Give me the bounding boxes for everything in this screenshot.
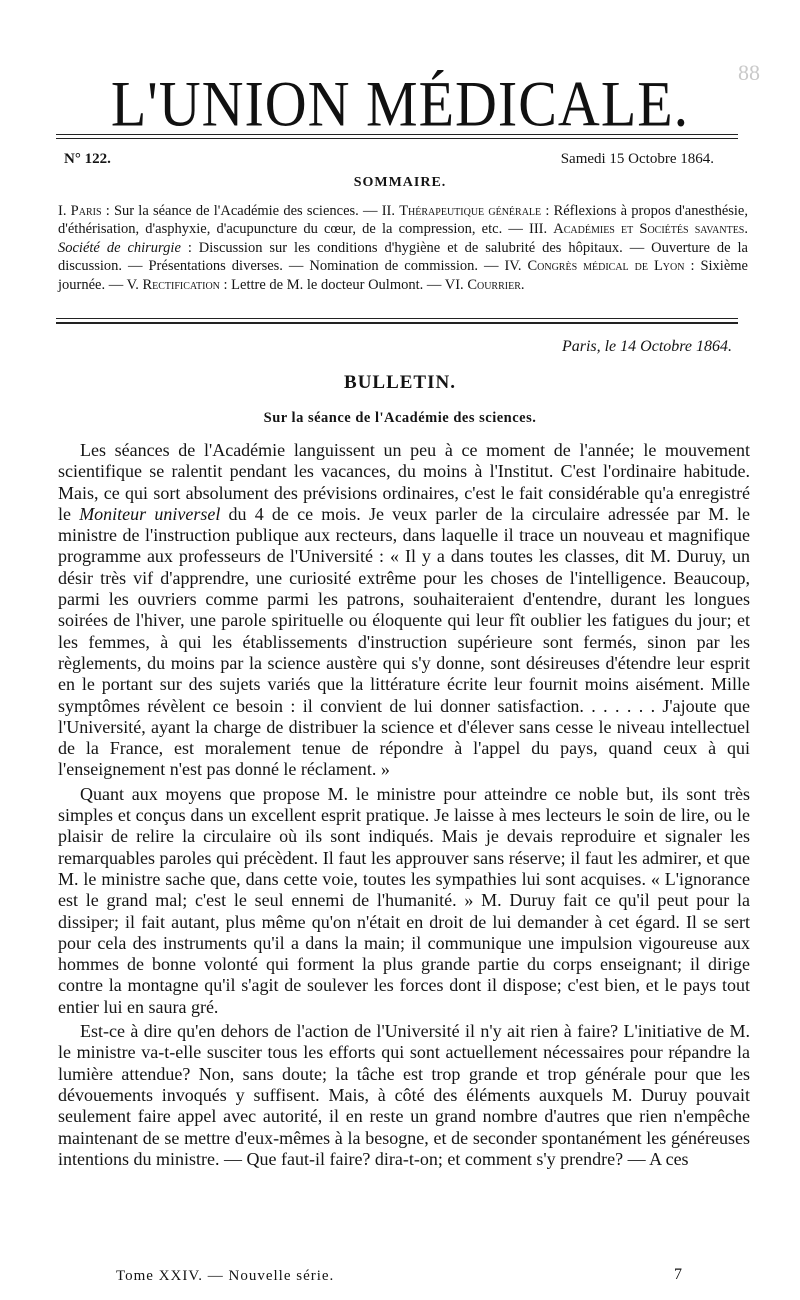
masthead-title: L'UNION MÉDICALE.	[110, 67, 690, 140]
page-number: 7	[674, 1266, 682, 1283]
sommaire-item: VI. Courrier.	[444, 276, 525, 293]
issue-date: Samedi 15 Octobre 1864.	[560, 151, 714, 167]
paragraph: Les séances de l'Académie languissent un peu à ce moment de l'année; le mouvement scientifique se ralentit pendant les vacances, du moins à l'Institut. C'est l'ordinaire habitude. Mais, ce qui sort absolument des prévisions ordinaires, c'est le fait considérable qu'a enregistré le Moniteur universel du 4 de ce mois. Je veux parler de la circulaire adressée par M. le ministre de l'instruction publique aux recteurs, dans laquelle il trace un nouveau et magnifique programme aux professeurs de l'Université : « Il y a dans toutes les classes, dit M. Duruy, un désir très vif d'apprendre, une curiosité extrême pour les choses de l'intelligence. Beaucoup, parmi les ouvriers comme parmi les patrons, souhaiteraient d'entendre, durant les longues soirées de l'hiver, une parole spirituelle ou éloquente qui leur fît oublier les fatigues du jour; et les femmes, à qui les établissements d'instruction supérieure sont fermés, sinon par les règlements, du moins par la science austère qui s'y donne, sont désireuses d'étendre leur esprit en le portant sur des sujets variés que la littérature écrite leur fournit moins aisément. Mille symptômes révèlent ce besoin : il convient de lui donner satisfaction. . . . . . . J'ajoute que l'Université, ayant la charge de distribuer la science et d'élever sans cesse le niveau intellectuel de la France, est moralement tenue de répondre à l'appel du pays, quand ceux à qui l'enseignement n'est pas donné le réclament. »	[58, 440, 750, 780]
volume-footer: Tome XXIV. — Nouvelle série.	[116, 1268, 335, 1284]
sommaire-section: Courrier	[467, 276, 521, 293]
sommaire-section: Rectification	[142, 276, 220, 293]
sommaire-contents	[58, 202, 748, 294]
paragraph: Quant aux moyens que propose M. le ministre pour atteindre ce noble but, ils sont très simples et conçus dans un excellent esprit pratique. Je laisse à mes lecteurs le soin de lire, ou le plaisir de relire la circulaire où ils sont indiqués. Mais je devais reproduire et signaler les remarquables paroles qui précèdent. Il faut les approuver sans réserve; il faut les admirer, et que M. le ministre sache que, dans cette voie, toutes les sympathies lui sont acquises. « L'ignorance est le grand mal; c'est le seul ennemi de l'humanité. » M. Duruy fait ce qu'il peut pour la dissiper; il fait autant, plus même qu'on n'était en droit de lui demander à cet égard. Il se sert pour cela des instruments qu'il a dans la main; il communique une impulsion vigoureuse aux hommes de bonne volonté qui forment la plus grande partie du corps enseignant; il dirige contre la montagne qu'il s'agit de soulever les forces dont il dispose; c'est bien, et le pays tout entier lui en saura gré.	[58, 783, 750, 1017]
bulletin-heading: BULLETIN.	[344, 372, 456, 393]
article-subheading: Sur la séance de l'Académie des sciences.	[263, 410, 537, 426]
sommaire-title: SOMMAIRE.	[353, 175, 447, 190]
masthead-rule	[56, 134, 738, 135]
sommaire-item: IV. Congrès médical de Lyon : Sixième journée. —	[58, 258, 748, 293]
sommaire-section: Paris	[70, 203, 102, 219]
sommaire-item: II. Thérapeutique générale : Réflexions à propos d'anesthésie, d'éthérisation, d'asphyxie, d'acupuncture du cœur, de la compression, etc. —	[58, 203, 748, 238]
paragraph: Est-ce à dire qu'en dehors de l'action de l'Université il n'y ait rien à faire? L'initiative de M. le ministre va-t-elle susciter tous les efforts qui sont actuellement nécessaires pour répandre la lumière attendue? Non, sans doute; la tâche est trop grande et trop générale pour que les dévouements invoqués y suffisent. Mais, à côté des éléments auxquels M. Duruy pouvait seulement faire appel avec autorité, il en reste un grand nombre d'autres que rien n'empêche maintenant de se mettre d'eux-mêmes à la besogne, et de seconder spontanément les généreuses intentions du ministre. — Que faut-il faire? dira-t-on; et comment s'y prendre? — A ces	[58, 1021, 750, 1169]
sommaire-section: Académies et Sociétés savantes	[553, 221, 745, 238]
section-rule	[56, 318, 738, 319]
article-body	[58, 440, 750, 1170]
sommaire-section: Congrès médical de Lyon	[527, 258, 685, 275]
sommaire-item: V. Rectification : Lettre de M. le docteur Oulmont. —	[126, 276, 445, 293]
sommaire-item: III. Académies et Sociétés savantes. Société de chirurgie : Discussion sur les conditions d'hygiène et de salubrité des hôpitaux. — Ouverture de la discussion. — Présentations diverses. — Nomination de commission. —	[58, 221, 748, 275]
sommaire-section: Thérapeutique générale	[399, 203, 542, 219]
issue-number: N° 122.	[64, 151, 111, 167]
newspaper-title: Moniteur universel	[79, 503, 221, 524]
masthead-rule-thin	[56, 138, 738, 139]
sommaire-item: I. Paris : Sur la séance de l'Académie des sciences. —	[58, 203, 382, 219]
section-rule-thick	[56, 322, 738, 324]
bleed-through-page-number: 88	[738, 60, 760, 85]
dateline: Paris, le 14 Octobre 1864.	[561, 338, 732, 355]
